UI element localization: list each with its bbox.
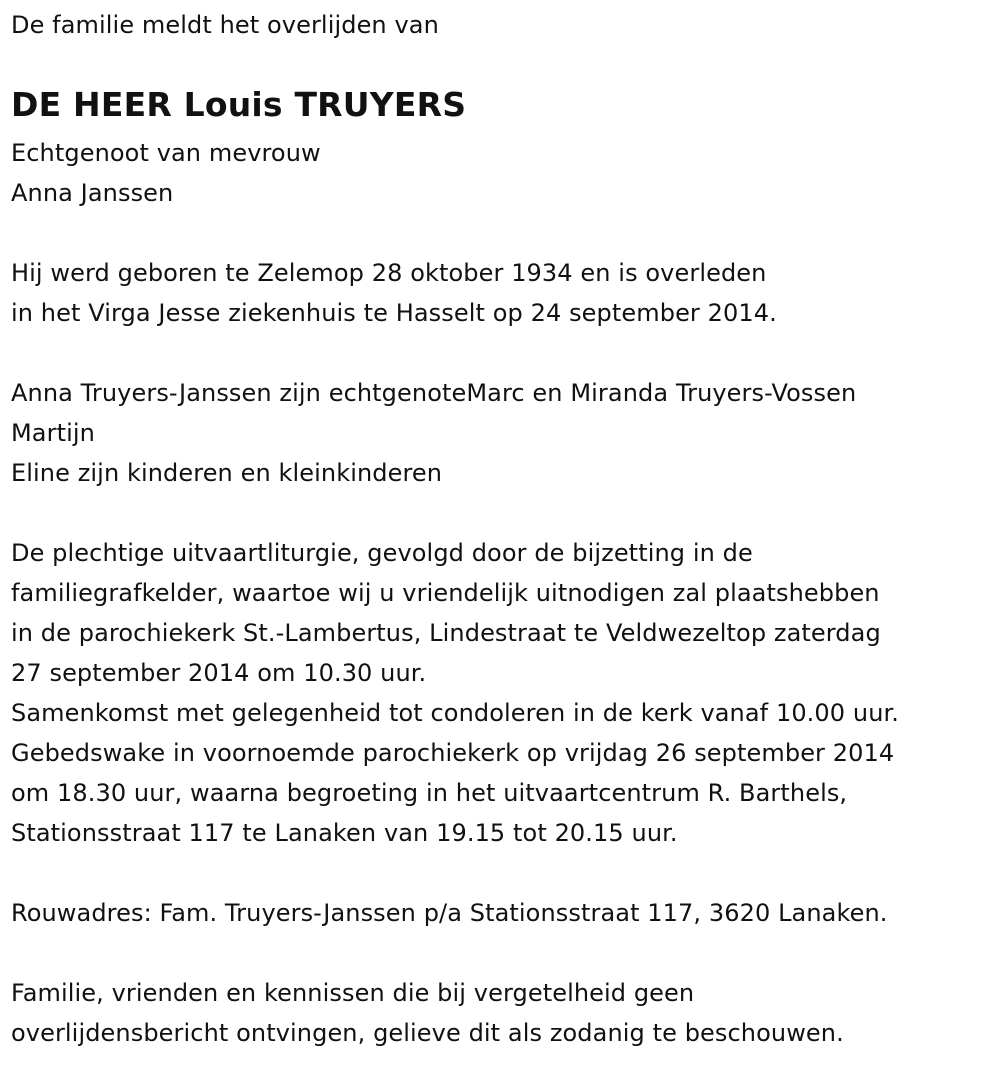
intro-text: De familie meldt het overlijden van — [11, 11, 439, 39]
birth-death-line: in het Virga Jesse ziekenhuis te Hasselt op 24 september 2014. — [11, 299, 777, 327]
funeral-details-block — [11, 533, 899, 853]
funeral-line: 27 september 2014 om 10.30 uur. — [11, 659, 427, 687]
closing-notice-line: overlijdensbericht ontvingen, gelieve dit als zodanig te beschouwen. — [11, 1019, 844, 1047]
spouse-line: Anna Janssen — [11, 179, 174, 207]
spouse-block — [11, 133, 321, 213]
mourning-address-block — [11, 893, 888, 933]
spouse-line: Echtgenoot van mevrouw — [11, 139, 321, 167]
funeral-line: in de parochiekerk St.-Lambertus, Lindestraat te Veldwezeltop zaterdag — [11, 619, 881, 647]
funeral-line: Stationsstraat 117 te Lanaken van 19.15 tot 20.15 uur. — [11, 819, 678, 847]
family-line: Martijn — [11, 419, 95, 447]
family-line: Eline zijn kinderen en kleinkinderen — [11, 459, 443, 487]
closing-notice-block — [11, 973, 844, 1053]
mourning-address-line: Rouwadres: Fam. Truyers-Janssen p/a Stationsstraat 117, 3620 Lanaken. — [11, 899, 888, 927]
funeral-line: om 18.30 uur, waarna begroeting in het uitvaartcentrum R. Barthels, — [11, 779, 848, 807]
closing-notice-line: Familie, vrienden en kennissen die bij vergetelheid geen — [11, 979, 695, 1007]
deceased-name-heading: DE HEER Louis TRUYERS — [11, 85, 467, 124]
family-line: Anna Truyers-Janssen zijn echtgenoteMarc en Miranda Truyers-Vossen — [11, 379, 857, 407]
funeral-line: De plechtige uitvaartliturgie, gevolgd door de bijzetting in de — [11, 539, 753, 567]
funeral-line: Gebedswake in voornoemde parochiekerk op vrijdag 26 september 2014 — [11, 739, 895, 767]
funeral-line: familiegrafkelder, waartoe wij u vriendelijk uitnodigen zal plaatshebben — [11, 579, 880, 607]
birth-death-block — [11, 253, 777, 333]
family-block — [11, 373, 856, 493]
funeral-line: Samenkomst met gelegenheid tot condoleren in de kerk vanaf 10.00 uur. — [11, 699, 899, 727]
birth-death-line: Hij werd geboren te Zelemop 28 oktober 1934 en is overleden — [11, 259, 767, 287]
